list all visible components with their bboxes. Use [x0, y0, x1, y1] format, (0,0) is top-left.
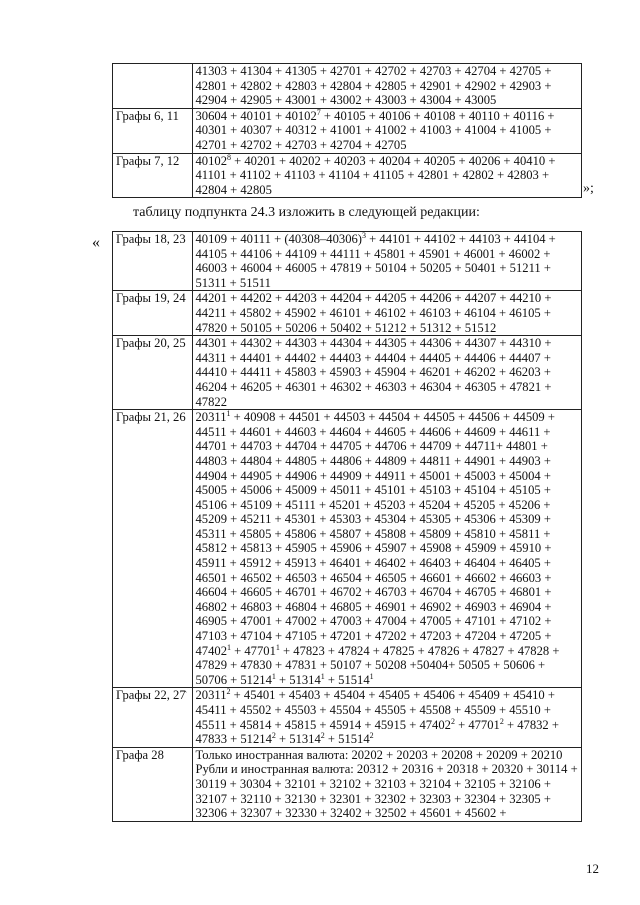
row-label: Графы 6, 11 [113, 108, 193, 153]
margin-mark: ˎ [184, 682, 188, 693]
table-row [113, 232, 582, 291]
closing-quote: »; [583, 181, 594, 196]
table-row [113, 64, 582, 109]
row-label [113, 64, 193, 109]
row-formula [192, 688, 582, 747]
formula-text-secondary: Рубли и иностранная валюта: 20312 + 20316 + 20318 + 20320 + 30114 + 30119 + 30304 + 32101 + 32102 + 32103 + 32104 + 32105 + 32106 + 32107 + 32110 + 32130 + 32301 + 32302 + 32303 + 32304 + 32305 + 32306 + 32307 + 32330 + 32402 + 32502 + 45601 + 45602 + [195, 762, 578, 821]
formula-text: $20311^1 + 40908 + 44501 + 44503 + 44504 + 44505 + 44506 + 44509 + 44511 + 44601 + 44603 + 44604 + 44605 + 44606 + 44609 + 44611 + 44701 + 44703 + 44704 + 44705 + 44706 + 44709 + 44711+ 44801 + 44803 + 44804 + 44805 + 44806 + 44809 + 44811 + 44901 + 44903$ + 44904 + 44905 + 44906 + 44909 + 44911 + 45001 + 45003 + 45004 + 45005 + 45006 + 45009 + 45011 + 45101 + 45103 + 45104 + 45105 + 45106 + 45109 + 45111 + 45201 + 45203 + 45204 + 45205 + 45206 + 45209 + 45211 + 45301 + 45303 + 45304 + 45305 + 45306 + 45309 + 45311 + 45805 + 45806 + 45807 + 45808 + 45809 + 45810 + 45811 + 45812 + 45813 + 45905 + 45906 + 45907 + 45908 + 45909 + 45910 + 45911 + 45912 + 45913 + 46401 + 46402 + 46403 + 46404 + 46405 + 46501 + 46502 + 46503 + 46504 + 46505 + 46601 + 46602 + 46603 + 46604 + 46605 + 46701 + 46702 + 46703 + 46704 + 46705 + 46801 + 46802 + 46803 + 46804 + 46805 + 46901 + 46902 + 46903 + 46904 + 46905 + 47001 + 47002 + 47003 + $47004 + 47005 + 47101 + 47102 + 47103 + 47104 + 47105 + 47201 + 47202 + 47203 + 47204 + 47205 + 47402^1 + 47701^1 + 47823 + 47824 + 47825 + 47826 + 47827 + 47828 + 47829 + 47830 + 47831 + 50107 + 50208 +50404+ 50505 + 50606 + 50706 + 51214^1 + 51314^1 + 51514^1$ [195, 409, 560, 687]
row-label: Графы 7, 12 [113, 153, 193, 198]
row-formula [192, 153, 582, 198]
row-formula [192, 291, 582, 336]
row-label: Графы 22, 27 [113, 688, 193, 747]
caption-text: таблицу подпункта 24.3 изложить в следующей редакции: [133, 205, 480, 220]
row-label: Графы 21, 26 [113, 410, 193, 688]
table-row [113, 410, 582, 688]
row-formula [192, 747, 582, 821]
row-label: Графы 19, 24 [113, 291, 193, 336]
formula-text: 44201 + 44202 + 44203 + 44204 + 44205 + 44206 + 44207 + 44210 + 44211 + 45802 + 45902 + 46101 + 46102 + 46103 + 46104 + 46105 + 47820 + 50105 + 50206 + 50402 + 51212 + 51312 + 51512 [195, 291, 552, 335]
row-formula [192, 336, 582, 410]
table-row [113, 108, 582, 153]
table-row [113, 153, 582, 198]
top-table [112, 63, 582, 198]
formula-text: $40109 + 40111 + (40308-40306)^3 + 44101 + 44102 + 44103 + 44104 + 44105 + 44106 + 44109 + 44111 + 45801 + 45901 + 46001 + 46002 + 46003 + 46004 + 46005 + 47819 + 50104 + 50205 + 50401 + 51211 + 51311 + 51511$ [195, 231, 556, 290]
table-row [113, 291, 582, 336]
row-formula [192, 64, 582, 109]
formula-text: $40102^8 + 40201 + 40202 + 40203 + 40204 + 40205 + 40206 + 40410 + 41101 + 41102 + 41103 + 41104 + 41105 + 42801 + 42802 + 42803 + 42804 + 42805$ [195, 152, 556, 197]
formula-text: $20311^2 + 45401 + 45403 + 45404 + 45405 + 45406 + 45409 + 45410 + 45411 + 45502 + 45503 + 45504 + 45505 + 45508 + 45509 + 45510 + 45511 + 45814 + 45815 + 45914 + 45915 + 47402^2 + 47701^2 + 47832 + 47833 + 51214^2 + 51314^2 + 51514^2$ [195, 687, 559, 747]
bottom-table [112, 231, 582, 822]
formula-text: $30604 + 40101 + 40102^7 + 40105 + 40106 + 40108 + 40110 + 40116 + 40301 + 40307 + 40312 + 41001 + 41002 + 41003 + 41004 + 41005 + 42701 + 42702 + 42703 + 42704 + 42705$ [195, 107, 555, 152]
row-label: Графа 28 [113, 747, 193, 821]
formula-text: 41303 + 41304 + 41305 + 42701 + 42702 + 42703 + 42704 + 42705 + 42801 + 42802 + 42803 + 42804 + 42805 + 42901 + 42902 + 42903 + 42904 + 42905 + 43001 + 43002 + 43003 + 43004 + 43005 [195, 64, 552, 108]
row-label: Графы 18, 23 [113, 232, 193, 291]
formula-text: 44301 + 44302 + 44303 + 44304 + 44305 + 44306 + 44307 + 44310 + 44311 + 44401 + 44402 + 44403 + 44404 + 44405 + 44406 + 44407 + 44410 + 44411 + 45803 + 45903 + 45904 + 46201 + 46202 + 46203 + 46204 + 46205 + 46301 + 46302 + 46303 + 46304 + 46305 + 47821 + 47822 [195, 336, 552, 409]
table-row [113, 336, 582, 410]
row-formula [192, 232, 582, 291]
table-row [113, 688, 582, 747]
opening-quote: « [92, 234, 100, 251]
table-row [113, 747, 582, 821]
formula-text: Только иностранная валюта: 20202 + 20203 + 20208 + 20209 + 20210 [195, 747, 563, 762]
row-formula [192, 108, 582, 153]
row-formula [192, 410, 582, 688]
row-label: Графы 20, 25 [113, 336, 193, 410]
page-number: 12 [586, 861, 599, 876]
